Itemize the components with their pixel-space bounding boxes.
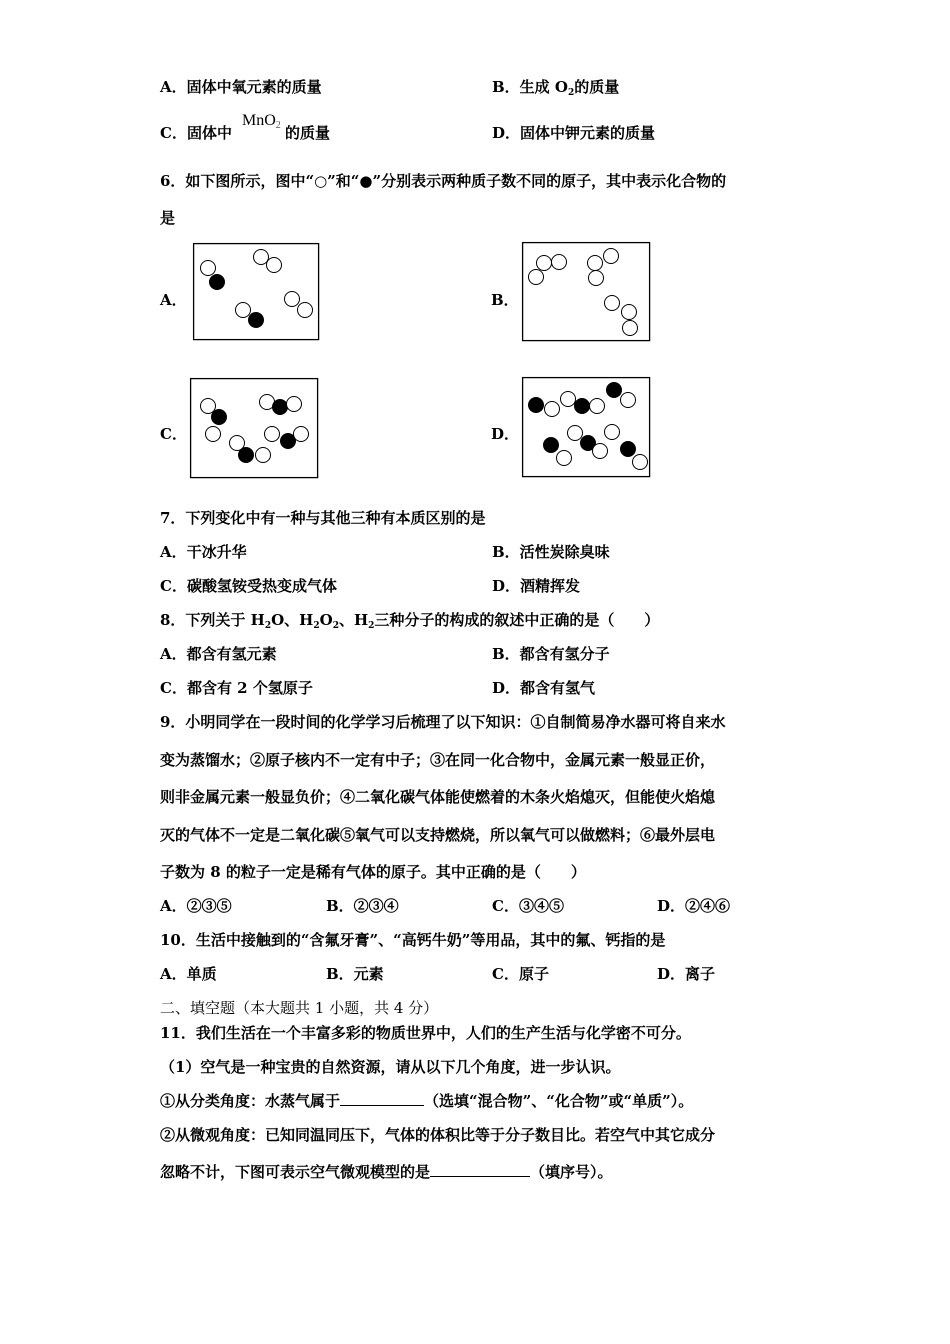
black-atom [607, 383, 622, 398]
q11-sub1: （1）空气是一种宝贵的自然资源，请从以下几个角度，进一步认识。 [160, 1058, 621, 1076]
q11-item1 [160, 1091, 693, 1111]
white-atom [267, 258, 282, 273]
white-atom [557, 451, 572, 466]
q9-stem-line2: 变为蒸馏水；②原子核内不一定有中子；③在同一化合物中，金属元素一般显正价， [160, 751, 716, 769]
white-atom [589, 271, 604, 286]
white-atom [545, 402, 560, 417]
q6-option-a-letter[interactable]: A． [160, 291, 187, 309]
q11-item2-post: （填序号）。 [530, 1163, 613, 1181]
q9-stem-line4: 灭的气体不一定是二氧化碳⑤氧气可以支持燃烧，所以氧气可以做燃料；⑥最外层电 [160, 826, 716, 844]
q8-option-b[interactable]: B．都含有氢分子 [492, 645, 610, 663]
black-atom [621, 442, 636, 457]
black-atom [239, 448, 254, 463]
q11-item2-line2 [160, 1162, 613, 1182]
q6-option-d-letter[interactable]: D． [491, 425, 520, 443]
q9-option-b[interactable]: B．②③④ [326, 897, 399, 915]
white-atom [590, 399, 605, 414]
black-atom [212, 410, 227, 425]
q6-diagram-a [193, 243, 320, 341]
q9-option-d[interactable]: D．②④⑥ [657, 897, 731, 915]
q7-stem: 7．下列变化中有一种与其他三种有本质区别的是 [160, 509, 486, 527]
q9-option-c[interactable]: C．③④⑤ [492, 897, 564, 915]
white-atom [206, 427, 221, 442]
white-atom [588, 256, 603, 271]
q8-option-a[interactable]: A．都含有氢元素 [160, 645, 277, 663]
white-atom [201, 261, 216, 276]
q11-item2-line1: ②从微观角度：已知同温同压下，气体的体积比等于分子数目比。若空气中其它成分 [160, 1126, 716, 1144]
q8-option-d[interactable]: D．都含有氢气 [492, 679, 596, 697]
q6-diagram-b [522, 242, 651, 342]
q8-p2: O、H [271, 611, 314, 629]
q5-c-formula [242, 112, 281, 131]
q9-stem-line5: 子数为 8 的粒子一定是稀有气体的原子。其中正确的是（ ） [160, 863, 586, 881]
q5-b-sub: 2 [567, 88, 575, 98]
white-atom [604, 249, 619, 264]
white-atom [529, 270, 544, 285]
q6-stem-line2: 是 [160, 209, 176, 227]
q5-option-a[interactable]: A．固体中氧元素的质量 [160, 78, 322, 96]
q8-p3: O [319, 611, 333, 629]
white-atom [561, 392, 576, 407]
q10-option-d[interactable]: D．离子 [657, 965, 716, 983]
q8-s3: 2 [332, 621, 339, 631]
white-atom [254, 250, 269, 265]
white-atom [287, 397, 302, 412]
q10-option-a[interactable]: A．单质 [160, 965, 217, 983]
white-atom [605, 296, 620, 311]
white-atom [236, 303, 251, 318]
q5-b-post: 的质量 [574, 78, 620, 96]
white-atom [621, 393, 636, 408]
q8-p1: 8．下列关于 H [160, 611, 265, 629]
white-atom [605, 425, 620, 440]
q5-option-b[interactable] [492, 77, 619, 103]
white-atom [552, 255, 567, 270]
q8-s1: 2 [264, 621, 272, 631]
q10-option-c[interactable]: C．原子 [492, 965, 549, 983]
white-atom [294, 427, 309, 442]
white-atom [285, 292, 300, 307]
answer-blank-1[interactable] [340, 1091, 424, 1106]
q8-s2: 2 [313, 621, 320, 631]
white-atom [568, 426, 583, 441]
q5-c-pre: C．固体中 [160, 124, 232, 142]
black-atom [249, 313, 264, 328]
q9-stem-line1: 9．小明同学在一段时间的化学学习后梳理了以下知识：①自制简易净水器可将自来水 [160, 713, 726, 731]
q6-option-c-letter[interactable]: C． [160, 425, 187, 443]
q5-c-post: 的质量 [284, 124, 330, 142]
q8-stem [160, 610, 659, 636]
q6-diagram-c [190, 378, 319, 479]
q5-option-d[interactable]: D．固体中钾元素的质量 [492, 124, 656, 142]
q6-stem-line1: 6．如下图所示，图中“○”和“●”分别表示两种质子数不同的原子，其中表示化合物的 [160, 172, 727, 190]
white-atom [537, 256, 552, 271]
q9-stem-line3: 则非金属元素一般显负价；④二氧化碳气体能使燃着的木条火焰熄灭，但能使火焰熄 [160, 788, 716, 806]
white-atom [201, 399, 216, 414]
white-atom [623, 321, 638, 336]
white-atom [633, 455, 648, 470]
q11-item2-pre: 忽略不计，下图可表示空气微观模型的是 [160, 1163, 431, 1181]
section-heading: 二、填空题（本大题共 1 小题，共 4 分） [160, 999, 439, 1017]
q8-p5: 三种分子的构成的叙述中正确的是（ ） [374, 611, 660, 629]
black-atom [544, 438, 559, 453]
q10-option-b[interactable]: B．元素 [326, 965, 384, 983]
white-atom [298, 303, 313, 318]
black-atom [575, 399, 590, 414]
q6-option-b-letter[interactable]: B． [491, 291, 519, 309]
black-atom [529, 398, 544, 413]
q7-option-a[interactable]: A．干冰升华 [160, 543, 247, 561]
q10-stem: 10．生活中接触到的“含氟牙膏”、“高钙牛奶”等用品，其中的氟、钙指的是 [160, 931, 666, 949]
answer-blank-2[interactable] [430, 1162, 530, 1177]
q8-option-c[interactable]: C．都含有 2 个氢原子 [160, 679, 313, 697]
black-atom [273, 400, 288, 415]
q7-option-b[interactable]: B．活性炭除臭味 [492, 543, 610, 561]
black-atom [210, 275, 225, 290]
white-atom [256, 448, 271, 463]
q6-diagram-d [522, 377, 651, 478]
q7-option-c[interactable]: C．碳酸氢铵受热变成气体 [160, 577, 337, 595]
q8-p4: 、H [338, 611, 369, 629]
white-atom [265, 427, 280, 442]
q11-item1-pre: ①从分类角度：水蒸气属于 [160, 1092, 341, 1110]
mno2-main: MnO [242, 112, 276, 129]
q11-stem: 11．我们生活在一个丰富多彩的物质世界中，人们的生产生活与化学密不可分。 [160, 1024, 691, 1042]
q5-b-pre: B．生成 O [492, 78, 568, 96]
white-atom [593, 444, 608, 459]
white-atom [622, 305, 637, 320]
q11-item1-post: （选填“混合物”、“化合物”或“单质”）。 [424, 1092, 694, 1110]
mno2-sub: 2 [275, 120, 281, 131]
q7-option-d[interactable]: D．酒精挥发 [492, 577, 581, 595]
q9-option-a[interactable]: A．②③⑤ [160, 897, 232, 915]
q8-s4: 2 [368, 621, 375, 631]
